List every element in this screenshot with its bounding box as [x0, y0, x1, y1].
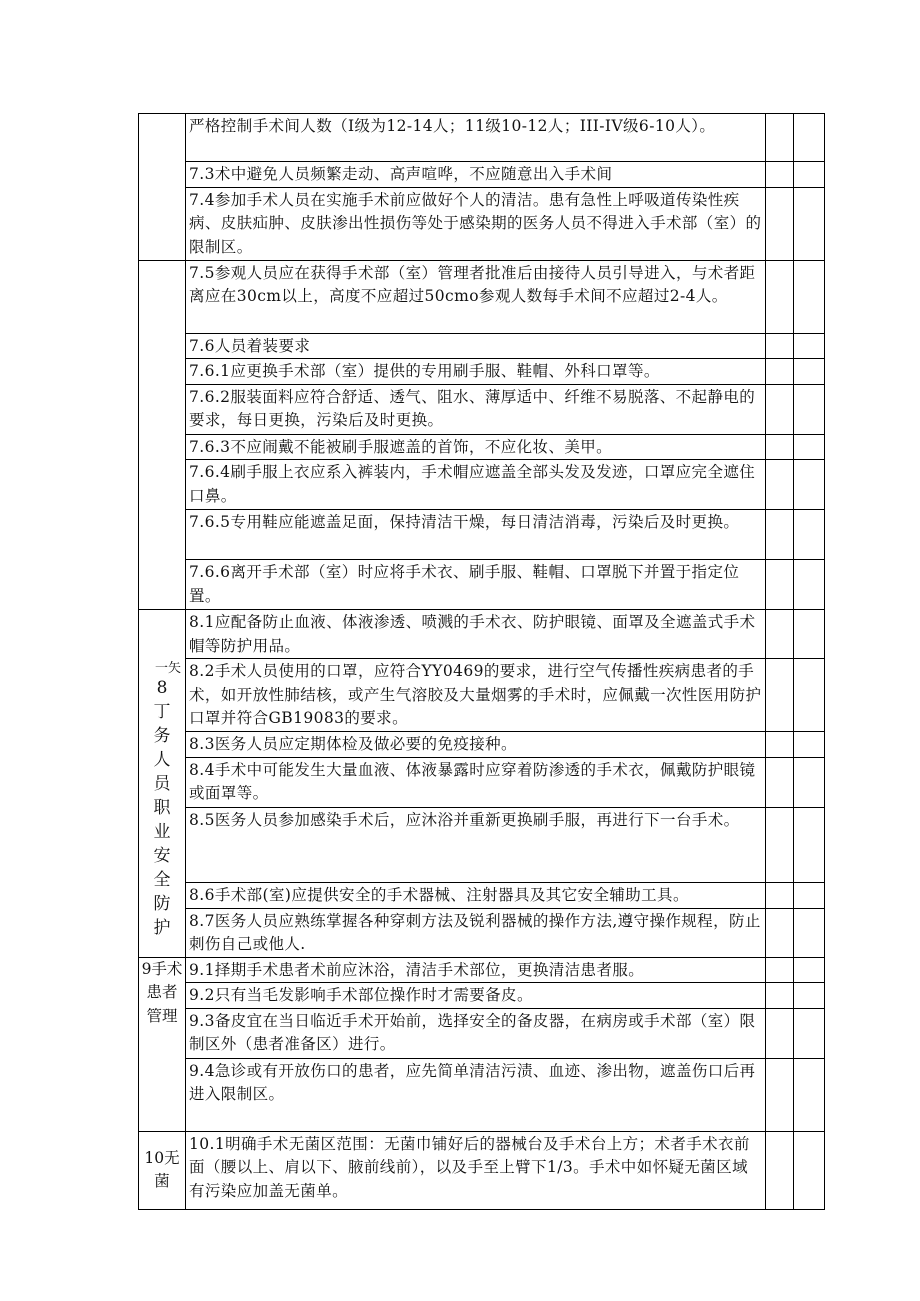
category-cell-sterile: [139, 1131, 186, 1209]
item-text: 10.1明确手术无菌区范围：无菌巾铺好后的器械台及手术台上方；术者手术衣前面（腰以上、肩以下、腋前线前），以及手至上臂下1/3。手术中如怀疑无菌区域有污染应加盖无菌单。: [189, 1134, 750, 1200]
check-cell[interactable]: [766, 460, 794, 510]
item-cell: [186, 1058, 766, 1131]
table-row: [139, 807, 825, 882]
category-char: 8: [156, 678, 168, 698]
category-cell-empty: [139, 260, 186, 610]
table-row: [139, 560, 825, 610]
table-row: [139, 460, 825, 510]
item-text: 8.6手术部(室)应提供安全的手术器械、注射器具及其它安全辅助工具。: [189, 885, 689, 904]
table-row: [139, 610, 825, 659]
check-cell[interactable]: [766, 260, 794, 333]
category-cell-occupational-safety: [139, 610, 186, 958]
item-text: 7.6.5专用鞋应能遮盖足面，保持清洁干燥，每日清洁消毒，污染后及时更换。: [189, 513, 740, 531]
score-cell[interactable]: [794, 732, 825, 758]
item-cell: [186, 1131, 766, 1209]
item-cell: [186, 807, 766, 882]
table-row: [139, 162, 825, 188]
category-char: 安: [153, 846, 171, 866]
check-cell[interactable]: [766, 908, 794, 957]
item-text: 7.4参加手术人员在实施手术前应做好个人的清洁。患有急性上呼吸道传染性疾病、皮肤疝肿、皮肤渗出性损伤等处于感染期的医务人员不得进入手术部（室）的限制区。: [189, 190, 762, 256]
table-row: [139, 114, 825, 162]
check-cell[interactable]: [766, 187, 794, 260]
check-cell[interactable]: [766, 983, 794, 1009]
item-text: 7.5参观人员应在获得手术部（室）管理者批准后由接待人员引导进入，与术者距离应在30cm以上，高度不应超过50cmo参观人数每手术间不应超过2-4人。: [189, 263, 756, 305]
score-cell[interactable]: [794, 757, 825, 807]
category-char: 人: [153, 750, 171, 770]
score-cell[interactable]: [794, 908, 825, 957]
score-cell[interactable]: [794, 510, 825, 560]
check-cell[interactable]: [766, 114, 794, 162]
score-cell[interactable]: [794, 434, 825, 460]
item-cell: [186, 510, 766, 560]
item-cell: [186, 560, 766, 610]
check-cell[interactable]: [766, 359, 794, 385]
category-cell-patient-management: [139, 957, 186, 1131]
item-cell: [186, 908, 766, 957]
table-row: [139, 1008, 825, 1058]
item-text: 9.3备皮宜在当日临近手术开始前，选择安全的备皮器，在病房或手术部（室）限制区外（患者准备区）进行。: [189, 1011, 756, 1053]
score-cell[interactable]: [794, 659, 825, 732]
table-row: [139, 1131, 825, 1209]
check-cell[interactable]: [766, 1058, 794, 1131]
score-cell[interactable]: [794, 162, 825, 188]
table-row: [139, 510, 825, 560]
item-text: 8.1应配备防止血液、体液渗透、喷溅的手术衣、防护眼镜、面罩及全遮盖式手术帽等防护用品。: [189, 613, 756, 655]
check-cell[interactable]: [766, 333, 794, 359]
item-cell: [186, 983, 766, 1009]
item-cell: [186, 187, 766, 260]
item-text: 严格控制手术间人数（I级为12-14人；11级10-12人；III-IV级6-10人）。: [189, 117, 716, 135]
score-cell[interactable]: [794, 807, 825, 882]
table-row: [139, 1058, 825, 1131]
item-cell: [186, 333, 766, 359]
item-text: 8.5医务人员参加感染手术后，应沐浴并重新更换刷手服，再进行下一台手术。: [189, 810, 740, 829]
item-text: 9.2只有当毛发影响手术部位操作时才需要备皮。: [189, 986, 533, 1004]
item-text: 7.6.1应更换手术部（室）提供的专用刷手服、鞋帽、外科口罩等。: [189, 362, 660, 380]
category-char: 业: [153, 822, 171, 842]
table-row: [139, 757, 825, 807]
table-row: [139, 908, 825, 957]
item-text: 7.3术中避免人员频繁走动、高声喧哗，不应随意出入手术间: [189, 165, 613, 183]
item-text: 9.1择期手术患者术前应沐浴，清洁手术部位，更换清洁患者服。: [189, 960, 645, 979]
check-cell[interactable]: [766, 732, 794, 758]
score-cell[interactable]: [794, 260, 825, 333]
check-cell[interactable]: [766, 162, 794, 188]
table-row: [139, 260, 825, 333]
category-char: 务: [153, 726, 171, 746]
score-cell[interactable]: [794, 460, 825, 510]
check-cell[interactable]: [766, 807, 794, 882]
category-char: 防: [153, 894, 171, 914]
score-cell[interactable]: [794, 983, 825, 1009]
table-row: [139, 187, 825, 260]
table-row: [139, 983, 825, 1009]
category-cell-empty: [139, 114, 186, 261]
item-cell: [186, 882, 766, 908]
item-cell: [186, 1008, 766, 1058]
score-cell[interactable]: [794, 882, 825, 908]
item-cell: [186, 460, 766, 510]
item-cell: [186, 114, 766, 162]
category-label: 9手术患者管理: [141, 959, 183, 1025]
item-cell: [186, 732, 766, 758]
check-cell[interactable]: [766, 510, 794, 560]
check-cell[interactable]: [766, 1008, 794, 1058]
table-row: [139, 434, 825, 460]
category-char: 丁: [153, 702, 171, 722]
item-text: 7.6.3不应闹戴不能被刷手服遮盖的首饰，不应化妆、美甲。: [189, 437, 613, 456]
item-text: 7.6.4刷手服上衣应系入裤装内，手术帽应遮盖全部头发及发迹，口罩应完全遮住口鼻。: [189, 463, 756, 505]
item-text: 7.6人员着装要求: [189, 336, 311, 355]
score-cell[interactable]: [794, 187, 825, 260]
table-row: [139, 333, 825, 359]
item-text: 8.4手术中可能发生大量血液、体液暴露时应穿着防渗透的手术衣，佩戴防护眼镜或面罩等。: [189, 760, 756, 802]
check-cell[interactable]: [766, 659, 794, 732]
score-cell[interactable]: [794, 1058, 825, 1131]
score-cell[interactable]: [794, 1131, 825, 1209]
score-cell[interactable]: [794, 114, 825, 162]
check-cell[interactable]: [766, 957, 794, 983]
category-char: 全: [153, 870, 171, 890]
table-row: [139, 359, 825, 385]
category-small-text: 一矢: [154, 661, 181, 676]
table-row: [139, 384, 825, 434]
item-cell: [186, 359, 766, 385]
check-cell[interactable]: [766, 560, 794, 610]
item-cell: [186, 384, 766, 434]
score-cell[interactable]: [794, 1008, 825, 1058]
check-cell[interactable]: [766, 434, 794, 460]
item-cell: [186, 659, 766, 732]
category-char: 员: [153, 774, 171, 794]
score-cell[interactable]: [794, 610, 825, 659]
check-cell[interactable]: [766, 610, 794, 659]
category-char: 护: [153, 918, 171, 938]
category-label: 10无菌: [144, 1148, 180, 1190]
item-cell: [186, 610, 766, 659]
item-text: 8.3医务人员应定期体检及做必要的免疫接种。: [189, 735, 517, 753]
category-char: 职: [153, 798, 171, 818]
item-cell: [186, 260, 766, 333]
item-text: 8.2手术人员使用的口罩，应符合YY0469的要求，进行空气传播性疾病患者的手术，如开放性肺结核，或产生气溶胶及大量烟雾的手术时，应佩戴一次性医用防护口罩并符合GB19083的要求。: [189, 662, 762, 727]
score-cell[interactable]: [794, 384, 825, 434]
score-cell[interactable]: [794, 333, 825, 359]
table-row: [139, 659, 825, 732]
item-cell: [186, 434, 766, 460]
table-row: [139, 882, 825, 908]
score-cell[interactable]: [794, 560, 825, 610]
checklist-table: [138, 113, 825, 1210]
item-text: 7.6.2服装面料应符合舒适、透气、阻水、薄厚适中、纤维不易脱落、不起静电的要求，每日更换，污染后及时更换。: [189, 387, 756, 429]
score-cell[interactable]: [794, 359, 825, 385]
item-text: 8.7医务人员应熟练掌握各种穿刺方法及锐利器械的操作方法,遵守操作规程，防止刺伤自己或他人.: [189, 911, 761, 953]
item-text: 7.6.6离开手术部（室）时应将手术衣、刷手服、鞋帽、口罩脱下并置于指定位置。: [189, 563, 740, 605]
item-cell: [186, 957, 766, 983]
item-text: 9.4急诊或有开放伤口的患者，应先简单清洁污渍、血迹、渗出物，遮盖伤口后再进入限制区。: [189, 1061, 756, 1103]
item-cell: [186, 757, 766, 807]
check-cell[interactable]: [766, 384, 794, 434]
check-cell[interactable]: [766, 882, 794, 908]
check-cell[interactable]: [766, 1131, 794, 1209]
table-row: [139, 732, 825, 758]
table-row: [139, 957, 825, 983]
check-cell[interactable]: [766, 757, 794, 807]
score-cell[interactable]: [794, 957, 825, 983]
item-cell: [186, 162, 766, 188]
